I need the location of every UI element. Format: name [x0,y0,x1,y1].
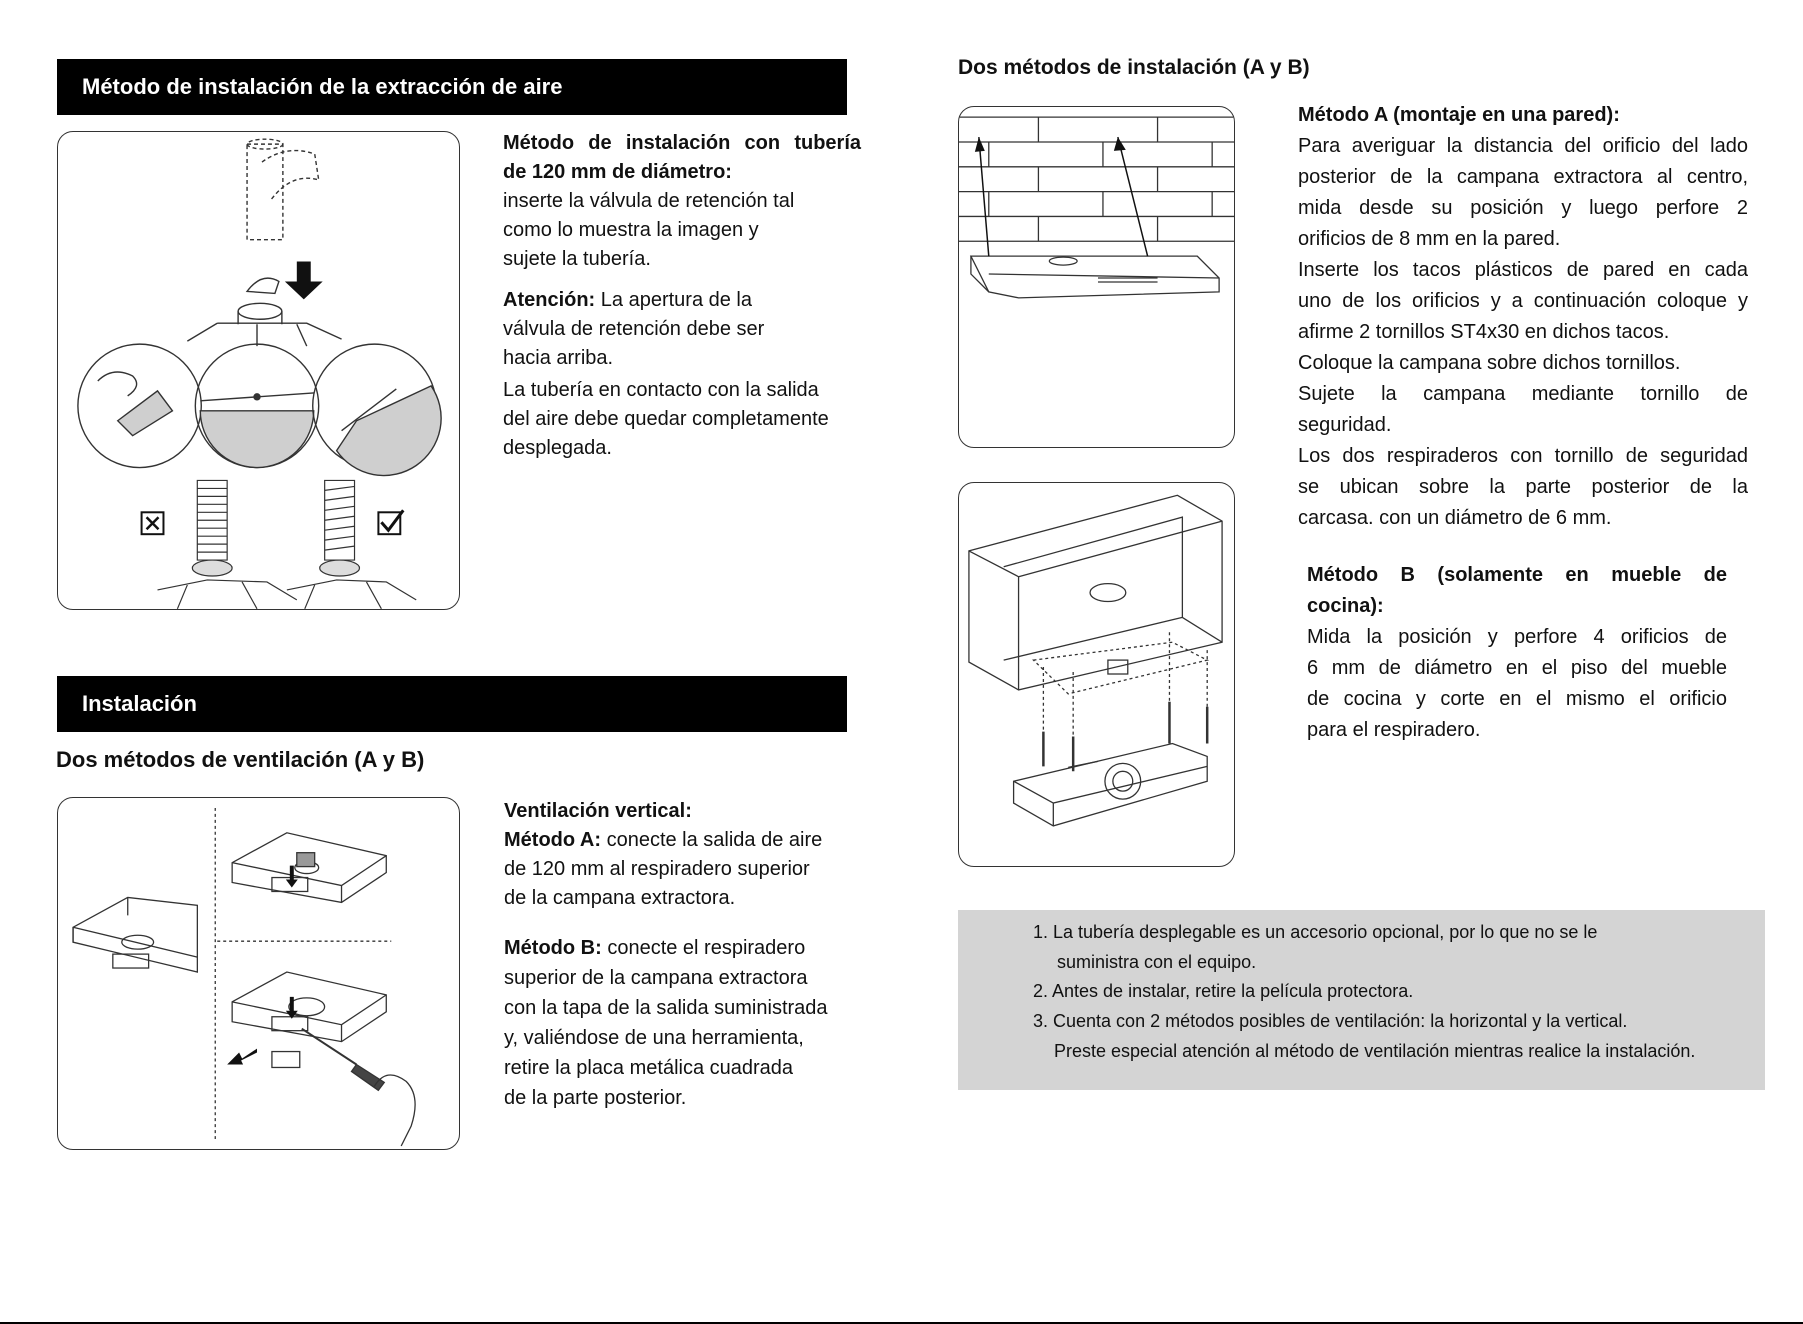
pipe-line: La tubería en contacto con la salida [503,379,819,401]
ventilation-methods-subtitle: Dos métodos de ventilación (A y B) [56,747,425,772]
pipe-line: desplegada. [503,437,612,459]
body-line: como lo muestra la imagen y [503,219,759,241]
figure-check-valve [57,131,460,610]
method-b-mount-line: 6 mm de diámetro en el piso del mueble [1307,657,1727,679]
method-a-rest: conecte la salida de aire [601,829,823,851]
method-b-mount-text [1307,560,1727,746]
method-a-line: de la campana extractora. [504,887,736,909]
vertical-ventilation-text [504,797,859,913]
note-line: 2. Antes de instalar, retire la película protectora. [1033,981,1414,1001]
method-b-mount-line: Mida la posición y perfore 4 orificios de [1307,626,1727,648]
body-line: inserte la válvula de retención tal [503,190,795,212]
method-a-line: se ubican sobre la parte posterior de la [1298,476,1748,498]
method-a-line: de 120 mm al respiradero superior [504,858,810,880]
method-b-mount-line: para el respiradero. [1307,719,1481,741]
check-valve-illustration [58,132,459,609]
attention-line: hacia arriba. [503,347,614,369]
method-b-line: superior de la campana extractora [504,967,808,989]
method-a-line: Sujete la campana mediante tornillo de [1298,383,1748,405]
cabinet-mount-illustration [959,483,1234,866]
method-b-heading-2: cocina): [1307,595,1384,617]
method-b-mount-line: de cocina y corte en el mismo el orificio [1307,688,1727,710]
method-a-line: posterior de la campana extractora al centro, [1298,166,1748,188]
method-a-line: orificios de 8 mm en la pared. [1298,228,1561,250]
method-b-line: de la parte posterior. [504,1087,687,1109]
method-a-line: carcasa. con un diámetro de 6 mm. [1298,507,1612,529]
figure-wall-mount [958,106,1235,448]
method-a-line: seguridad. [1298,414,1392,436]
wall-mount-illustration [959,107,1234,447]
notes-box [958,910,1765,1090]
method-a-line: Coloque la campana sobre dichos tornillos. [1298,352,1681,374]
method-b-line: retire la placa metálica cuadrada [504,1057,794,1079]
method-a-line: Los dos respiraderos con tornillo de seguridad [1298,445,1748,467]
pipe-method-heading-2: de 120 mm de diámetro: [503,161,732,183]
installation-methods-title: Dos métodos de instalación (A y B) [958,56,1310,79]
note-line: Preste especial atención al método de ventilación mientras realice la instalación. [1054,1041,1696,1061]
section-title-installation [57,676,847,732]
ventilation-illustration [58,798,459,1149]
note-line: 3. Cuenta con 2 métodos posibles de ventilación: la horizontal y la vertical. [1033,1011,1628,1031]
method-a-line: Para averiguar la distancia del orificio del lado [1298,135,1748,157]
method-a-line: mida desde su posición y luego perfore 2 [1298,197,1748,219]
section-title-text: Instalación [82,691,197,716]
method-a-heading: Método A (montaje en una pared): [1298,104,1620,126]
note-line: 1. La tubería desplegable es un accesorio opcional, por lo que no se le [1033,922,1598,942]
attention-label: Atención: [503,289,596,311]
method-b-line: con la tapa de la salida suministrada [504,997,828,1019]
method-a-line: afirme 2 tornillos ST4x30 en dichos tacos. [1298,321,1670,343]
method-b-ventilation-text [504,933,864,1113]
attention-rest: La apertura de la [595,289,752,311]
attention-line: válvula de retención debe ser [503,318,765,340]
attention-text [503,286,861,373]
method-b-label: Método B: [504,937,602,959]
pipe-method-text [503,129,861,274]
method-b-rest: conecte el respiradero [601,937,806,959]
method-a-mount-text [1298,100,1748,534]
pipe-note-text [503,376,861,463]
section-title-text: Método de instalación de la extracción de aire [82,74,563,99]
method-b-heading: Método B (solamente en mueble de [1307,564,1727,586]
method-b-line: y, valiéndose de una herramienta, [504,1027,804,1049]
method-a-line: uno de los orificios y a continuación coloque y [1298,290,1748,312]
body-line: sujete la tubería. [503,248,651,270]
pipe-line: del aire debe quedar completamente [503,408,829,430]
method-a-label: Método A: [504,829,602,851]
vertical-heading: Ventilación vertical: [504,800,692,822]
method-a-line: Inserte los tacos plásticos de pared en cada [1298,259,1748,281]
figure-cabinet-mount [958,482,1235,867]
pipe-method-heading: Método de instalación con tubería [503,132,861,154]
section-title-air-extraction [57,59,847,115]
figure-ventilation [57,797,460,1150]
note-line: suministra con el equipo. [1057,952,1257,972]
